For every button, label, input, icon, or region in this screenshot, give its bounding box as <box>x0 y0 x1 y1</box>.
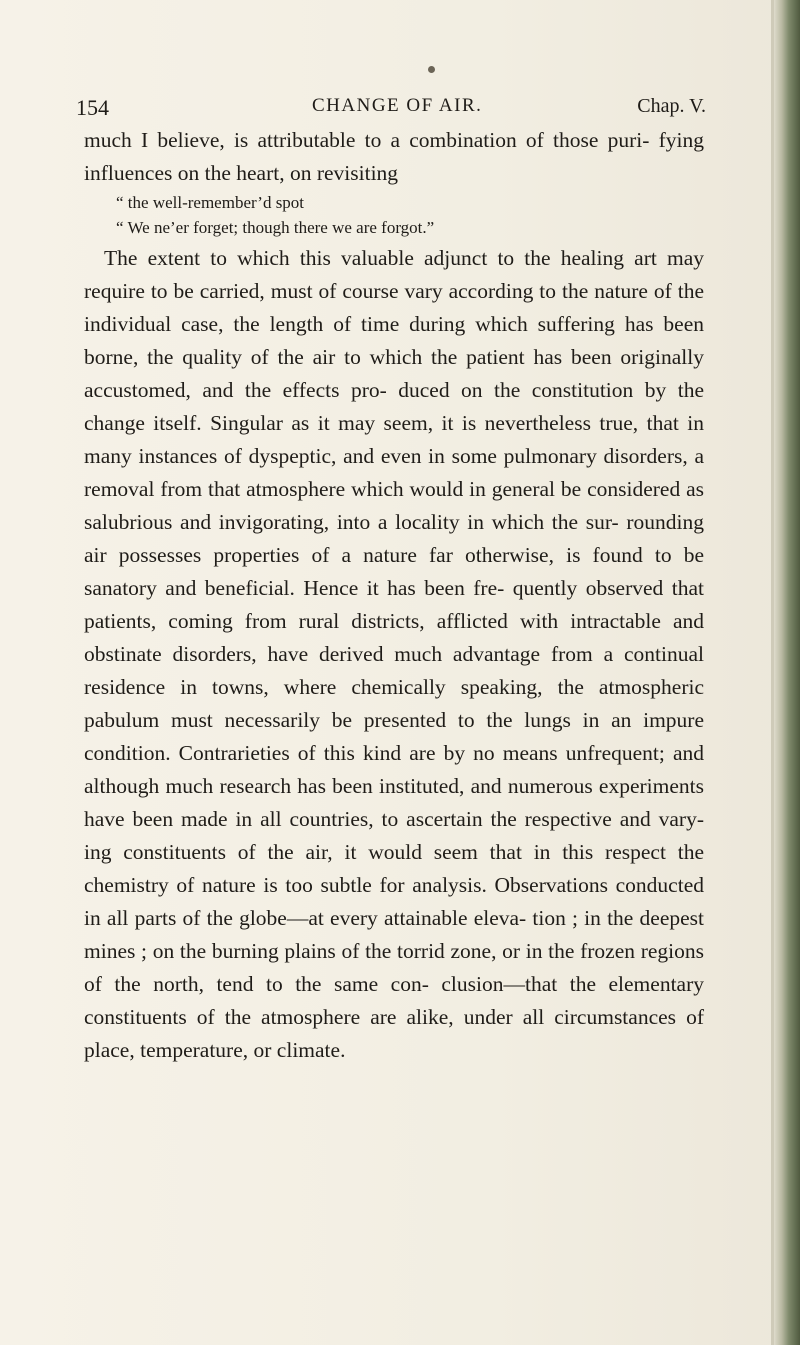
page-number: 154 <box>76 95 109 120</box>
paragraph-main: The extent to which this valuable adjunct to the healing art may require to be carried, must of course vary according to the nature of the individual case, the length of time during which suffering has been borne, the quality of the air to which the patient has been originally accustomed, and the effects pro- duced on the constitution by the change itself. Singular as it may seem, it is nevertheless true, that in many instances of dyspeptic, and even in some pulmonary disorders, a removal from that atmosphere which would in general be considered as salubrious and invigorating, into a locality in which the sur- rounding air possesses properties of a nature far otherwise, is found to be sanatory and beneficial. Hence it has been fre- quently observed that patients, coming from rural districts, afflicted with intractable and obstinate disorders, have derived much advantage from a continual residence in towns, where chemically speaking, the atmospheric pabulum must necessarily be presented to the lungs in an impure condition. Contrarieties of this kind are by no means unfrequent; and although much research has been instituted, and numerous experiments have been made in all countries, to ascertain the respective and vary- ing constituents of the air, it would seem that in this respect the chemistry of nature is too subtle for analysis. Observations conducted in all parts of the globe—at every attainable eleva- tion ; in the deepest mines ; on the burning plains of the torrid zone, or in the frozen regions of the north, tend to the same con- clusion—that the elementary constituents of the atmosphere are alike, under all circumstances of place, temperature, or climate. <box>84 246 704 1062</box>
body-text <box>84 124 704 1067</box>
running-title: CHANGE OF AIR. <box>312 95 483 116</box>
paragraph-continuation: much I believe, is attributable to a combination of those puri- fying influences on the heart, on revisiting <box>84 128 704 185</box>
verse-line: “ We ne’er forget; though there we are forgot.” <box>116 218 435 237</box>
verse-quotation <box>84 190 704 240</box>
ink-dot-mark <box>428 66 435 73</box>
verse-line: “ the well-remember’d spot <box>116 193 305 212</box>
page-edge <box>771 0 774 1345</box>
running-header <box>76 95 706 125</box>
book-spine-edge <box>772 0 800 1345</box>
chapter-reference: Chap. V. <box>637 95 706 117</box>
